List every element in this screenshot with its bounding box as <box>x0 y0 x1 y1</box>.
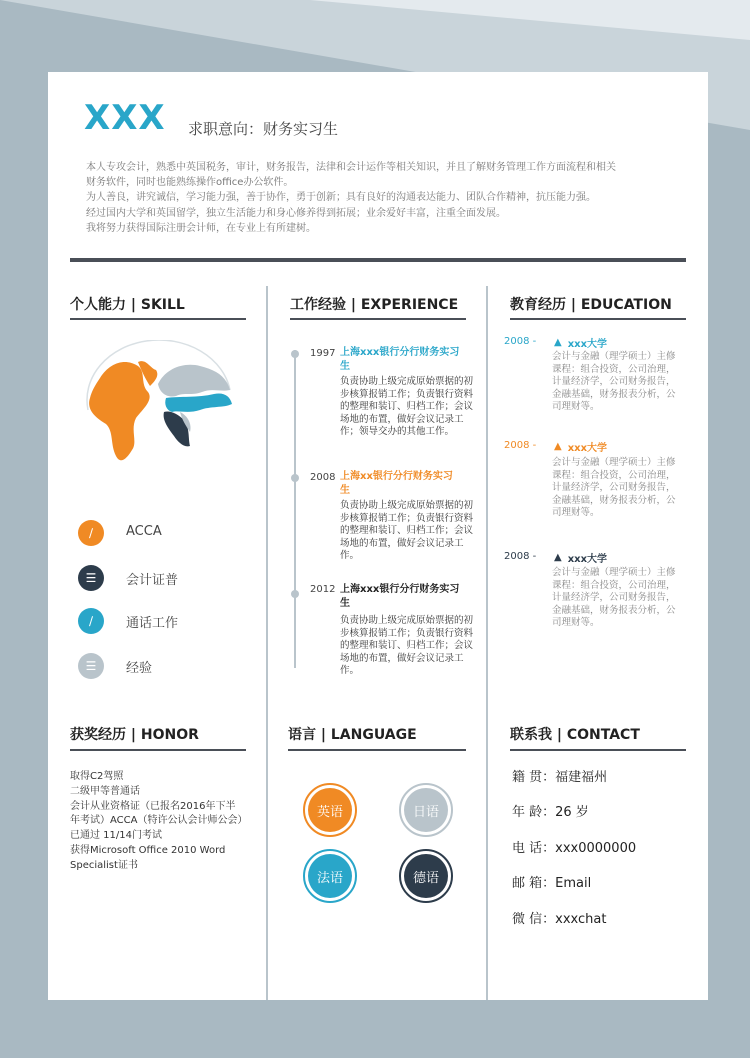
resume-page <box>48 72 708 1000</box>
language-badge: 德语 <box>404 854 448 898</box>
world-map-graphic <box>80 340 240 474</box>
education-description: 会计与金融（理学硕士）主修课程：组合投资，公司治理，计量经济学，公司财务报告，金融基础，财务报表分析，公司理财等。 <box>552 567 676 628</box>
honor-title-underline <box>70 749 246 751</box>
language-badge: 法语 <box>308 854 352 898</box>
pen-icon: ∕ <box>78 520 104 546</box>
education-school <box>554 550 607 565</box>
education-year: 2008 - <box>504 336 537 347</box>
education-title-underline <box>510 318 686 320</box>
document-icon: ☰ <box>78 565 104 591</box>
honor-list <box>70 770 270 874</box>
skill-label: 经验 <box>126 661 153 676</box>
person-icon: ▲ <box>554 552 562 563</box>
contact-wechat: 微 信：xxxchat <box>512 912 607 927</box>
experience-timeline <box>294 350 296 668</box>
timeline-dot <box>291 350 299 358</box>
language-title-underline <box>288 749 466 751</box>
contact-email: 邮 箱：Email <box>512 876 592 891</box>
skill-label: 通话工作 <box>126 616 179 631</box>
summary-line: 本人专攻会计，熟悉中英国税务，审计，财务报告，法律和会计运作等相关知识，并且了解财务管理工作方面流程和相关 <box>86 162 616 173</box>
header-divider <box>70 258 686 262</box>
education-description: 会计与金融（理学硕士）主修课程：组合投资，公司治理，计量经济学，公司财务报告，金融基础，财务报表分析，公司理财等。 <box>552 351 676 412</box>
timeline-dot <box>291 474 299 482</box>
summary-line: 为人善良，讲究诚信，学习能力强，善于协作，勇于创新；具有良好的沟通表达能力、团队合作精神，抗压能力强。 <box>86 192 596 204</box>
skill-label: 会计证普 <box>126 573 179 588</box>
education-title: 教育经历 | EDUCATION <box>510 297 672 313</box>
experience-title: 工作经验 | EXPERIENCE <box>290 297 459 313</box>
contact-hometown: 籍 贯：福建福州 <box>512 770 608 785</box>
contact-title: 联系我 | CONTACT <box>510 727 640 743</box>
pen-icon: ∕ <box>78 608 104 634</box>
honor-item: 已通过 11/14门考试 <box>70 830 162 842</box>
timeline-dot <box>291 590 299 598</box>
skill-item <box>78 520 162 546</box>
honor-item: 获得Microsoft Office 2010 Word <box>70 844 226 856</box>
skill-item <box>78 608 179 634</box>
skill-item <box>78 565 179 591</box>
experience-position: 上海xxx银行分行财务实习生 <box>340 347 460 372</box>
honor-item: 会计从业资格证（已报名2016年下半 <box>70 800 236 812</box>
column-divider <box>266 286 268 1000</box>
experience-title-underline <box>290 318 466 320</box>
experience-year: 2012 <box>310 584 336 595</box>
education-school <box>554 439 607 454</box>
experience-description: 负责协助上级完成原始票据的初步核算报销工作；负责银行资料的整理和装订、归档工作；会议场地的布置，做好会议记录工作。 <box>340 615 474 677</box>
experience-description: 负责协助上级完成原始票据的初步核算报销工作；负责银行资料的整理和装订、归档工作；会议场地的布置，做好会议记录工作。 <box>340 500 474 562</box>
person-icon: ▲ <box>554 337 562 348</box>
skill-title: 个人能力 | SKILL <box>70 297 185 313</box>
language-badge: 英语 <box>308 788 352 832</box>
honor-item: 二级甲等普通话 <box>70 785 140 797</box>
school-name: xxx大学 <box>567 554 608 565</box>
skill-label: ACCA <box>126 524 162 539</box>
summary <box>86 160 676 236</box>
experience-year: 2008 <box>310 472 336 483</box>
experience-position: 上海xx银行分行财务实习生 <box>340 471 453 496</box>
honor-item: 取得C2驾照 <box>70 771 124 782</box>
skill-item <box>78 653 153 679</box>
education-description: 会计与金融（理学硕士）主修课程：组合投资，公司治理，计量经济学，公司财务报告，金融基础，财务报表分析，公司理财等。 <box>552 457 676 518</box>
experience-position: 上海xxx银行分行财务实习生 <box>340 584 460 609</box>
column-divider <box>486 286 488 1000</box>
education-year: 2008 - <box>504 440 537 451</box>
school-name: xxx大学 <box>567 339 608 350</box>
contact-age: 年 龄：26 岁 <box>512 805 589 820</box>
job-intent: 求职意向：财务实习生 <box>188 120 339 138</box>
summary-line: 我将努力获得国际注册会计师，在专业上有所建树。 <box>86 222 316 234</box>
language-badge: 日语 <box>404 788 448 832</box>
summary-line: 财务软件，同时也能熟练操作office办公软件。 <box>86 177 294 189</box>
contact-phone: 电 话：xxx0000000 <box>512 841 637 856</box>
experience-description: 负责协助上级完成原始票据的初步核算报销工作；负责银行资料的整理和装订、归档工作；会议场地的布置，做好会议记录工作；领导交办的其他工作。 <box>340 376 474 438</box>
language-title: 语言 | LANGUAGE <box>288 727 417 743</box>
document-icon: ☰ <box>78 653 104 679</box>
education-year: 2008 - <box>504 551 537 562</box>
experience-year: 1997 <box>310 348 336 359</box>
contact-title-underline <box>510 749 686 751</box>
honor-title: 获奖经历 | HONOR <box>70 727 199 743</box>
person-icon: ▲ <box>554 441 562 452</box>
candidate-name: XXX <box>84 98 166 138</box>
education-school <box>554 335 607 350</box>
school-name: xxx大学 <box>567 443 608 454</box>
summary-line: 经过国内大学和英国留学，独立生活能力和身心修养得到拓展；业余爱好丰富，注重全面发展。 <box>86 207 506 219</box>
skill-title-underline <box>70 318 246 320</box>
honor-item: Specialist证书 <box>70 859 138 871</box>
honor-item: 年考试）ACCA（特许公认会计师公会） <box>70 815 248 827</box>
